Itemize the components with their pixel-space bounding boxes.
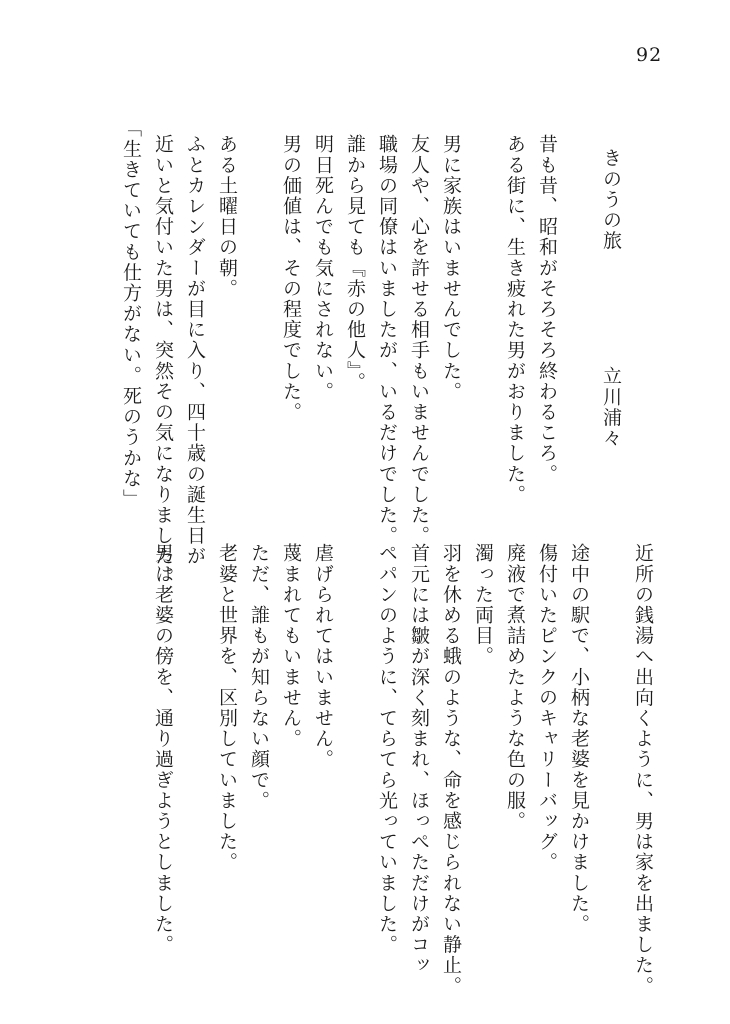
text-column: 男の価値は、その程度でした。 bbox=[280, 134, 302, 423]
story-title: きのうの旅 bbox=[600, 148, 622, 251]
text-column: 友人や、心を許せる相手もいませんでした。 bbox=[408, 134, 430, 546]
text-column: 男は老婆の傍を、通り過ぎようとしました。 bbox=[152, 543, 174, 955]
text-column: 近いと気付いた男は、突然その気になりました。 bbox=[152, 134, 174, 588]
text-column: 首元には皺が深く刻まれ、ほっぺただけがコッ bbox=[408, 543, 430, 976]
text-column: 誰から見ても『赤の他人』。 bbox=[344, 134, 366, 393]
text-column: 虐げられてはいません。 bbox=[312, 543, 334, 770]
text-column: 昔も昔、昭和がそろそろ終わるころ。 bbox=[536, 134, 558, 485]
text-column: 羽を休める蛾のような、命を感じられない静止。 bbox=[440, 543, 462, 997]
text-column: 「生きていても仕方がない。死のうかな」 bbox=[120, 118, 142, 510]
text-column: 男に家族はいませんでした。 bbox=[440, 134, 462, 402]
text-column: 老婆と世界を、区別していました。 bbox=[216, 543, 238, 873]
text-column: ふとカレンダーが目に入り、四十歳の誕生日が bbox=[184, 134, 206, 567]
text-column: ある土曜日の朝。 bbox=[216, 134, 238, 299]
text-column: ただ、誰もが知らない顔で。 bbox=[248, 543, 270, 811]
text-column: ある街に、生き疲れた男がおりました。 bbox=[504, 134, 526, 505]
text-column: ペパンのように、てらてら光っていました。 bbox=[376, 543, 398, 955]
text-column: 職場の同僚はいましたが、いるだけでした。 bbox=[376, 134, 398, 546]
text-column: 近所の銭湯へ出向くように、男は家を出ました。 bbox=[632, 543, 654, 997]
page-number: 92 bbox=[636, 44, 663, 66]
author-name: 立川浦々 bbox=[600, 366, 622, 449]
text-column: 途中の駅で、小柄な老婆を見かけました。 bbox=[568, 543, 590, 935]
text-column: 蔑まれてもいません。 bbox=[280, 543, 302, 749]
text-column: 廃液で煮詰めたような色の服。 bbox=[504, 543, 526, 832]
text-column: 傷付いたピンクのキャリーバッグ。 bbox=[536, 543, 558, 873]
text-column: 濁った両目。 bbox=[472, 543, 494, 667]
text-column: 明日死んでも気にされない。 bbox=[312, 134, 334, 402]
